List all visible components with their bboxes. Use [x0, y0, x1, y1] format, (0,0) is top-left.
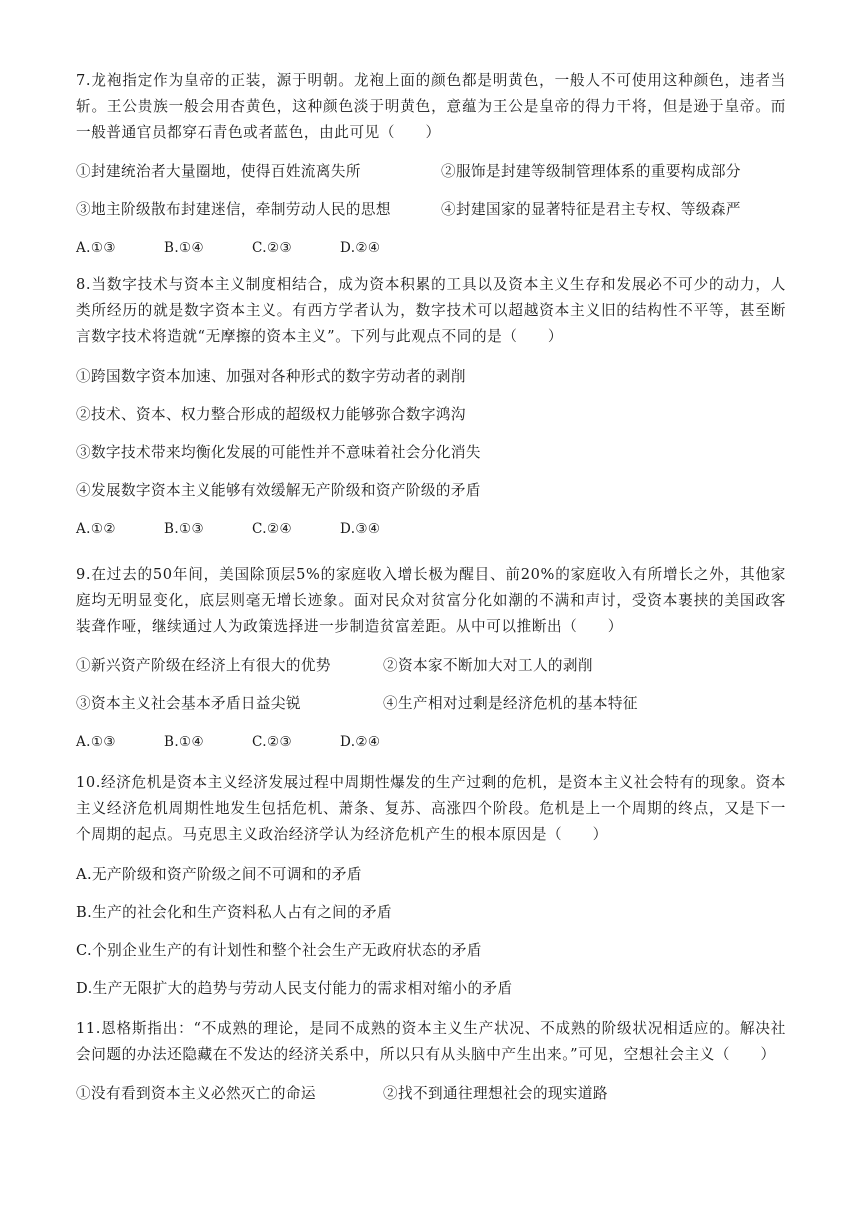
option: B.生产的社会化和生产资料私人占有之间的矛盾: [76, 904, 393, 921]
option: ③数字技术带来均衡化发展的可能性并不意味着社会分化消失: [76, 444, 481, 461]
option: ②找不到通往理想社会的现实道路: [383, 1085, 608, 1102]
answer-choices: [76, 519, 428, 539]
option: ④封建国家的显著特征是君主专权、等级森严: [441, 201, 741, 218]
answer-choices: [76, 238, 428, 258]
question-11: [76, 1016, 786, 1068]
answer-choice-b: B.①③: [164, 521, 205, 537]
answer-choice-a: A.①③: [76, 240, 116, 256]
answer-choice-a: A.①②: [76, 521, 116, 537]
question-9: [76, 562, 786, 640]
question-stem: 8.当数字技术与资本主义制度相结合，成为资本积累的工具以及资本主义生存和发展必不可少的动力，人类所经历的就是数字资本主义。有西方学者认为，数字技术可以超越资本主义旧的结构性不平等，甚至断言数字技术将造就“无摩擦的资本主义”。下列与此观点不同的是（ ）: [76, 276, 786, 345]
option: ③地主阶级散布封建迷信，牵制劳动人民的思想: [76, 201, 391, 218]
option: D.生产无限扩大的趋势与劳动人民支付能力的需求相对缩小的矛盾: [76, 980, 513, 997]
question-stem: 10.经济危机是资本主义经济发展过程中周期性爆发的生产过剩的危机，是资本主义社会特有的现象。资本主义经济危机周期性地发生包括危机、萧条、复苏、高涨四个阶段。危机是上一个周期的终点，又是下一个周期的起点。马克思主义政治经济学认为经济危机产生的根本原因是（ ）: [76, 774, 786, 843]
option: C.个别企业生产的有计划性和整个社会生产无政府状态的矛盾: [76, 942, 482, 959]
option: ②服饰是封建等级制管理体系的重要构成部分: [441, 163, 741, 180]
question-stem: 11.恩格斯指出：“不成熟的理论，是同不成熟的资本主义生产状况、不成熟的阶级状况相适应的。解决社会问题的办法还隐藏在不发达的经济关系中，所以只有从头脑中产生出来。”可见，空想社会主义（ ）: [76, 1020, 786, 1063]
question-10: [76, 770, 786, 848]
option: ②技术、资本、权力整合形成的超级权力能够弥合数字鸿沟: [76, 406, 466, 423]
answer-choice-c: C.②④: [252, 521, 292, 537]
option: ③资本主义社会基本矛盾日益尖锐: [76, 695, 301, 712]
answer-choice-b: B.①④: [164, 734, 205, 750]
answer-choice-d: D.②④: [340, 240, 381, 256]
answer-choice-a: A.①③: [76, 734, 116, 750]
question-stem: 9.在过去的50年间，美国除顶层5%的家庭收入增长极为醒目、前20%的家庭收入有所增长之外，其他家庭均无明显变化，底层则毫无增长迹象。面对民众对贫富分化如潮的不满和声讨，受资本裹挟的美国政客装聋作哑，继续通过人为政策选择进一步制造贫富差距。从中可以推断出（ ）: [76, 566, 786, 635]
question-stem: 7.龙袍指定作为皇帝的正装，源于明朝。龙袍上面的颜色都是明黄色，一般人不可使用这种颜色，违者当斩。王公贵族一般会用杏黄色，这种颜色淡于明黄色，意蕴为王公是皇帝的得力干将，但是逊于皇帝。而一般普通官员都穿石青色或者蓝色，由此可见（ ）: [76, 72, 786, 141]
option: ④生产相对过剩是经济危机的基本特征: [383, 695, 638, 712]
option: ①新兴资产阶级在经济上有很大的优势: [76, 657, 331, 674]
answer-choice-d: D.③④: [340, 521, 381, 537]
answer-choice-c: C.②③: [252, 734, 292, 750]
option: ①封建统治者大量圈地，使得百姓流离失所: [76, 163, 361, 180]
question-7: [76, 68, 786, 146]
answer-choice-d: D.②④: [340, 734, 381, 750]
answer-choice-b: B.①④: [164, 240, 205, 256]
option: ①跨国数字资本加速、加强对各种形式的数字劳动者的剥削: [76, 368, 466, 385]
option: ④发展数字资本主义能够有效缓解无产阶级和资产阶级的矛盾: [76, 482, 481, 499]
question-8: [76, 272, 786, 350]
option: ②资本家不断加大对工人的剥削: [383, 657, 593, 674]
answer-choices: [76, 732, 428, 752]
option: ①没有看到资本主义必然灭亡的命运: [76, 1085, 316, 1102]
answer-choice-c: C.②③: [252, 240, 292, 256]
option: A.无产阶级和资产阶级之间不可调和的矛盾: [76, 866, 362, 883]
